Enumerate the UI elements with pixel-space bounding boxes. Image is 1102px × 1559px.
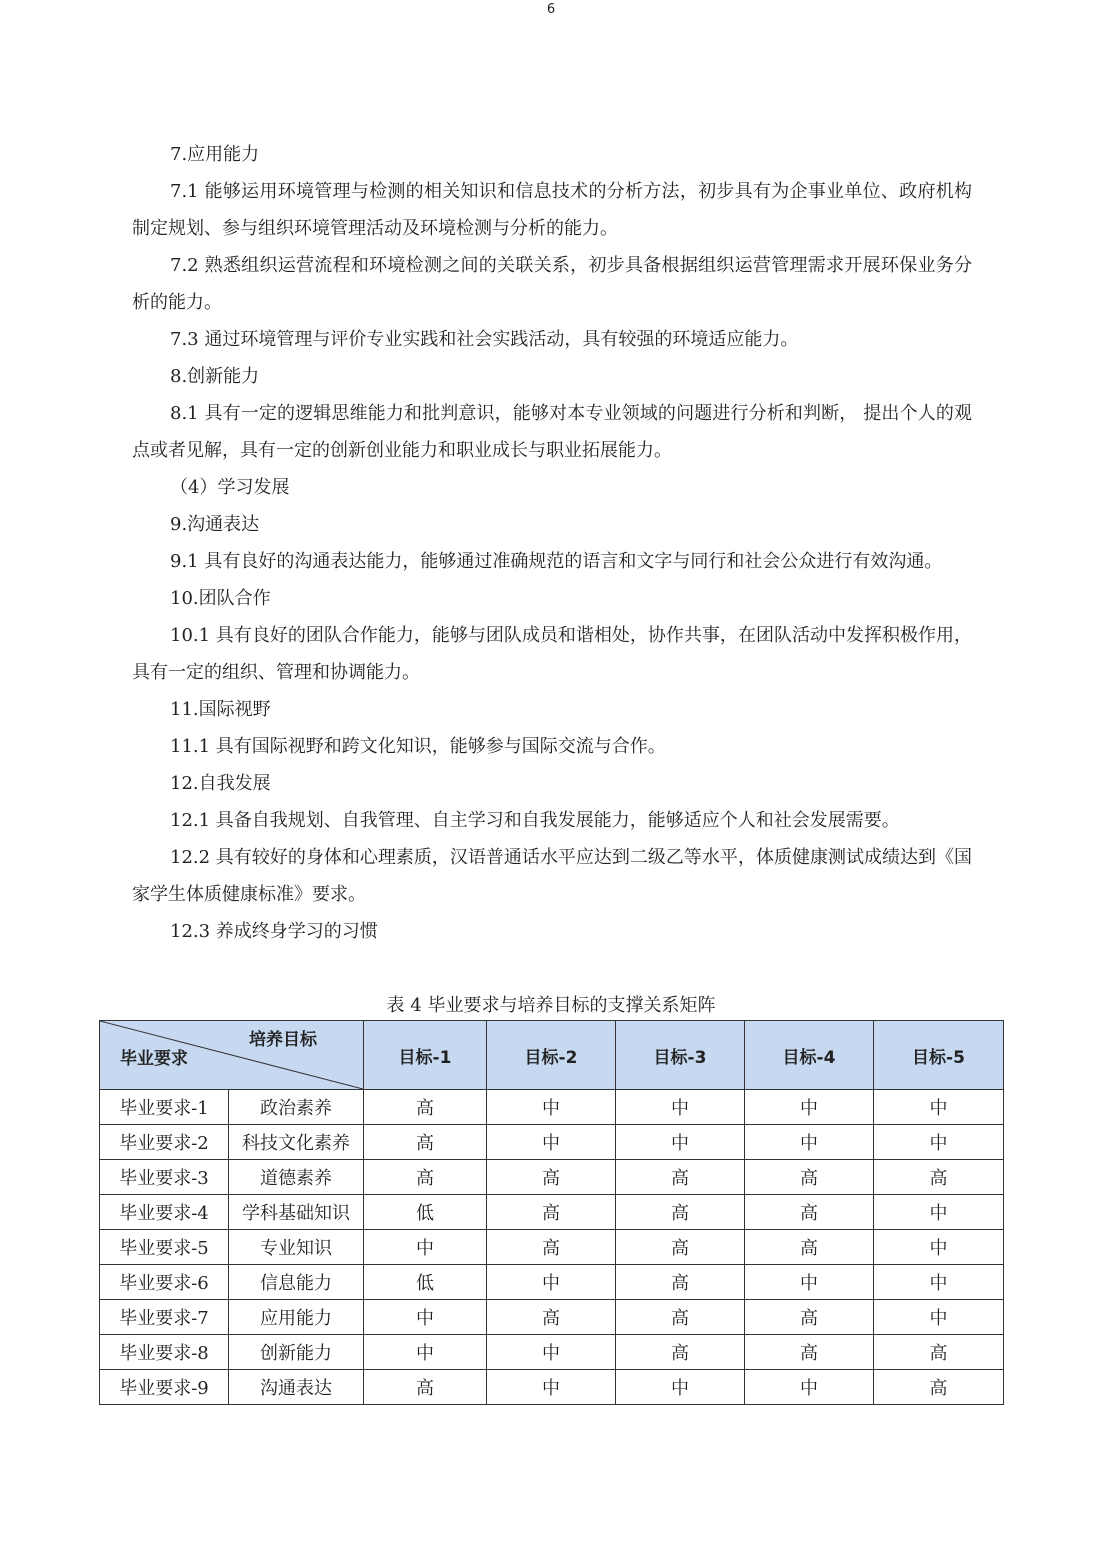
requirement-code: 毕业要求-7 xyxy=(100,1300,229,1335)
table-caption: 表 4 毕业要求与培养目标的支撑关系矩阵 xyxy=(386,995,716,1016)
support-level: 中 xyxy=(874,1090,1004,1125)
requirement-code: 毕业要求-4 xyxy=(100,1195,229,1230)
requirement-name: 专业知识 xyxy=(229,1230,364,1265)
heading-learning-development: （4）学习发展 xyxy=(170,477,290,498)
support-level: 高 xyxy=(616,1265,745,1300)
support-level: 高 xyxy=(616,1230,745,1265)
support-level: 高 xyxy=(616,1195,745,1230)
support-level: 高 xyxy=(874,1160,1004,1195)
table-row xyxy=(100,1370,1004,1405)
heading-international-vision: 11.国际视野 xyxy=(170,699,271,720)
support-level: 中 xyxy=(616,1370,745,1405)
support-level: 高 xyxy=(487,1230,616,1265)
heading-teamwork: 10.团队合作 xyxy=(170,588,271,609)
paragraph-12-3: 12.3 养成终身学习的习惯 xyxy=(170,921,378,942)
support-level: 高 xyxy=(745,1335,874,1370)
support-matrix-table xyxy=(99,1020,1004,1405)
requirement-name: 沟通表达 xyxy=(229,1370,364,1405)
support-level: 高 xyxy=(487,1160,616,1195)
table-corner-header xyxy=(100,1021,364,1090)
support-level: 中 xyxy=(364,1300,487,1335)
support-level: 高 xyxy=(616,1160,745,1195)
requirement-code: 毕业要求-2 xyxy=(100,1125,229,1160)
support-level: 中 xyxy=(745,1265,874,1300)
requirement-name: 科技文化素养 xyxy=(229,1125,364,1160)
support-level: 中 xyxy=(364,1230,487,1265)
table-header-row xyxy=(100,1021,1004,1090)
column-header: 目标-4 xyxy=(745,1021,874,1090)
support-level: 高 xyxy=(745,1300,874,1335)
corner-label-objectives: 培养目标 xyxy=(249,1030,317,1050)
table-row xyxy=(100,1160,1004,1195)
paragraph-10-1: 10.1 具有良好的团队合作能力，能够与团队成员和谐相处，协作共事，在团队活动中发挥积极作用，具有一定的组织、管理和协调能力。 xyxy=(132,625,972,683)
support-level: 中 xyxy=(874,1300,1004,1335)
paragraph-8-1: 8.1 具有一定的逻辑思维能力和批判意识，能够对本专业领域的问题进行分析和判断， 提出个人的观点或者见解，具有一定的创新创业能力和职业成长与职业拓展能力。 xyxy=(132,403,972,461)
paragraph-12-2: 12.2 具有较好的身体和心理素质，汉语普通话水平应达到二级乙等水平，体质健康测试成绩达到《国家学生体质健康标准》要求。 xyxy=(132,847,972,905)
requirement-code: 毕业要求-9 xyxy=(100,1370,229,1405)
table-row xyxy=(100,1335,1004,1370)
requirement-code: 毕业要求-3 xyxy=(100,1160,229,1195)
column-header: 目标-5 xyxy=(874,1021,1004,1090)
support-level: 中 xyxy=(745,1125,874,1160)
support-level: 中 xyxy=(874,1125,1004,1160)
column-header: 目标-2 xyxy=(487,1021,616,1090)
body-text xyxy=(132,136,972,950)
requirement-code: 毕业要求-8 xyxy=(100,1335,229,1370)
table-row xyxy=(100,1230,1004,1265)
heading-self-development: 12.自我发展 xyxy=(170,773,271,794)
support-level: 高 xyxy=(487,1300,616,1335)
paragraph-7-1: 7.1 能够运用环境管理与检测的相关知识和信息技术的分析方法，初步具有为企事业单位、政府机构制定规划、参与组织环境管理活动及环境检测与分析的能力。 xyxy=(132,181,972,239)
support-level: 中 xyxy=(616,1125,745,1160)
page-number: 6 xyxy=(546,2,556,17)
support-level: 中 xyxy=(487,1265,616,1300)
support-level: 高 xyxy=(745,1195,874,1230)
table-row xyxy=(100,1300,1004,1335)
support-level: 中 xyxy=(487,1090,616,1125)
support-level: 高 xyxy=(616,1300,745,1335)
support-level: 中 xyxy=(874,1230,1004,1265)
support-level: 低 xyxy=(364,1265,487,1300)
support-level: 高 xyxy=(487,1195,616,1230)
requirement-name: 政治素养 xyxy=(229,1090,364,1125)
support-level: 中 xyxy=(874,1195,1004,1230)
requirement-name: 应用能力 xyxy=(229,1300,364,1335)
support-level: 中 xyxy=(364,1335,487,1370)
paragraph-7-2: 7.2 熟悉组织运营流程和环境检测之间的关联关系，初步具备根据组织运营管理需求开展环保业务分析的能力。 xyxy=(132,255,972,313)
corner-label-requirements: 毕业要求 xyxy=(120,1049,188,1069)
requirement-name: 创新能力 xyxy=(229,1335,364,1370)
heading-application-ability: 7.应用能力 xyxy=(170,144,260,165)
support-level: 中 xyxy=(487,1335,616,1370)
table-row xyxy=(100,1125,1004,1160)
support-level: 中 xyxy=(487,1125,616,1160)
support-level: 高 xyxy=(616,1335,745,1370)
support-level: 中 xyxy=(874,1265,1004,1300)
support-level: 高 xyxy=(364,1125,487,1160)
column-header: 目标-3 xyxy=(616,1021,745,1090)
support-level: 高 xyxy=(745,1160,874,1195)
support-level: 高 xyxy=(874,1370,1004,1405)
heading-innovation-ability: 8.创新能力 xyxy=(170,366,260,387)
column-header: 目标-1 xyxy=(364,1021,487,1090)
support-level: 低 xyxy=(364,1195,487,1230)
requirement-code: 毕业要求-6 xyxy=(100,1265,229,1300)
support-level: 高 xyxy=(874,1335,1004,1370)
paragraph-11-1: 11.1 具有国际视野和跨文化知识，能够参与国际交流与合作。 xyxy=(170,736,666,757)
requirement-code: 毕业要求-5 xyxy=(100,1230,229,1265)
support-level: 中 xyxy=(616,1090,745,1125)
table-row xyxy=(100,1265,1004,1300)
support-level: 高 xyxy=(364,1090,487,1125)
paragraph-12-1: 12.1 具备自我规划、自我管理、自主学习和自我发展能力，能够适应个人和社会发展需要。 xyxy=(170,810,900,831)
requirement-name: 信息能力 xyxy=(229,1265,364,1300)
support-level: 中 xyxy=(745,1370,874,1405)
table-row xyxy=(100,1090,1004,1125)
support-level: 高 xyxy=(364,1370,487,1405)
support-level: 高 xyxy=(364,1160,487,1195)
table-row xyxy=(100,1195,1004,1230)
paragraph-9-1: 9.1 具有良好的沟通表达能力，能够通过准确规范的语言和文字与同行和社会公众进行有效沟通。 xyxy=(170,551,943,572)
requirement-name: 道德素养 xyxy=(229,1160,364,1195)
paragraph-7-3: 7.3 通过环境管理与评价专业实践和社会实践活动，具有较强的环境适应能力。 xyxy=(170,329,799,350)
requirement-code: 毕业要求-1 xyxy=(100,1090,229,1125)
support-level: 高 xyxy=(745,1230,874,1265)
support-level: 中 xyxy=(745,1090,874,1125)
heading-communication: 9.沟通表达 xyxy=(170,514,260,535)
requirement-name: 学科基础知识 xyxy=(229,1195,364,1230)
support-level: 中 xyxy=(487,1370,616,1405)
